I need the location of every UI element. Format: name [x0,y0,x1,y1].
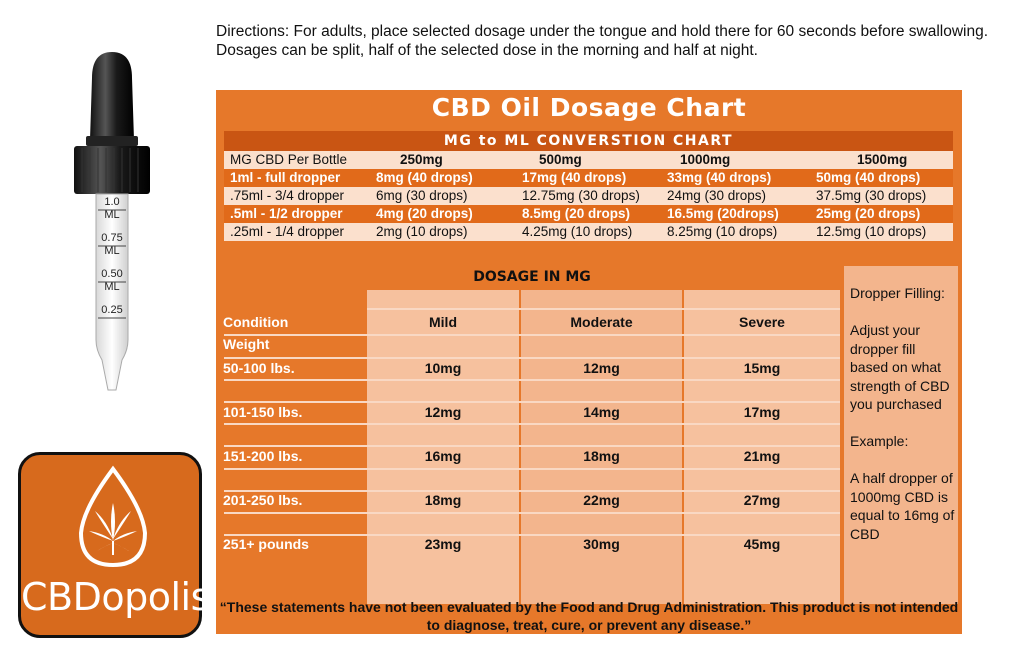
conversion-cell: 6mg (30 drops) [376,188,468,203]
conversion-cell: 33mg (40 drops) [667,170,772,185]
conversion-header-label: MG CBD Per Bottle [230,152,348,167]
conversion-row [224,187,953,205]
side-note-text: Dropper Filling: Adjust your dropper fill based on what strength of CBD you purchased Example: A half dropper of 1000mg CBD is equal to 16mg of CBD [850,285,955,542]
dose-value: 45mg [743,536,781,552]
dose-value: 30mg [583,536,620,552]
conversion-row [224,223,953,241]
dose-value: 17mg [743,404,781,420]
conversion-row-label: .75ml - 3/4 dropper [230,188,345,203]
row-divider [224,512,840,514]
weight-label: Weight [223,336,270,352]
conversion-cell: 4.25mg (10 drops) [522,224,633,239]
dose-value: 12mg [583,360,620,376]
weight-row-label: 251+ pounds [223,536,309,552]
row-divider [224,423,840,425]
conversion-col: 250mg [400,152,443,167]
weight-row-label: 151-200 lbs. [223,448,303,464]
conversion-header-row [224,151,953,169]
conversion-row-label: .25ml - 1/4 dropper [230,224,345,239]
conversion-row [224,169,953,187]
dose-value: 21mg [743,448,781,464]
chart-title: CBD Oil Dosage Chart [431,93,747,122]
dropper-illustration [60,50,180,410]
column-bg [521,290,682,604]
level-label: Moderate [570,314,633,330]
conversion-heading: MG to ML CONVERSTION CHART [224,131,953,151]
dropper-mark: ML [104,245,120,257]
dose-value: 10mg [424,360,462,376]
conversion-cell: 37.5mg (30 drops) [816,188,927,203]
condition-label: Condition [223,314,289,330]
conversion-row-label: .5ml - 1/2 dropper [230,206,343,221]
dropper-mark: ML [104,209,120,221]
fda-disclaimer: “These statements have not been evaluated by the Food and Drug Administration. This product is not intended to diagnose, treat, cure, or prevent any disease.” [219,599,959,633]
dropper-mark: 0.50 [101,268,123,280]
row-divider [224,357,840,359]
conversion-cell: 2mg (10 drops) [376,224,468,239]
cannabis-drop-icon [73,465,153,571]
dose-value: 18mg [583,448,620,464]
row-divider [224,379,840,381]
directions-text: Directions: For adults, place selected dosage under the tongue and hold there for 60 seconds before swallowing. Dosages can be split, half of the selected dose in the morning and half at night. [216,23,989,59]
dose-value: 14mg [583,404,620,420]
conversion-cell: 50mg (40 drops) [816,170,921,185]
conversion-table [224,131,953,241]
conversion-col: 1500mg [857,152,908,167]
dose-value: 23mg [424,536,462,552]
dose-value: 16mg [424,448,462,464]
conversion-cell: 12.5mg (10 drops) [816,224,927,239]
row-divider [367,308,840,310]
row-divider [224,445,840,447]
dosage-chart-panel [216,90,962,634]
column-bg [684,290,840,604]
dose-value: 27mg [743,492,781,508]
conversion-row-label: 1ml - full dropper [230,170,341,185]
conversion-cell: 4mg (20 drops) [376,206,473,221]
conversion-row [224,205,953,223]
weight-row-label: 50-100 lbs. [223,360,295,376]
logo-text: CBDopolis [21,575,210,619]
dose-value: 22mg [583,492,620,508]
conversion-cell: 17mg (40 drops) [522,170,627,185]
level-label: Mild [429,314,457,330]
conversion-col: 500mg [539,152,582,167]
conversion-cell: 8mg (40 drops) [376,170,473,185]
column-bg [367,290,519,604]
conversion-cell: 25mg (20 drops) [816,206,921,221]
conversion-cell: 24mg (30 drops) [667,188,767,203]
cbdopolis-logo [18,452,210,638]
dose-value: 12mg [424,404,462,420]
row-divider [224,468,840,470]
dose-value: 18mg [424,492,462,508]
conversion-cell: 8.5mg (20 drops) [522,206,631,221]
weight-row-label: 101-150 lbs. [223,404,303,420]
dosage-heading: DOSAGE IN MG [473,269,591,285]
dose-value: 15mg [743,360,781,376]
conversion-cell: 8.25mg (10 drops) [667,224,778,239]
conversion-cell: 16.5mg (20drops) [667,206,779,221]
weight-row-label: 201-250 lbs. [223,492,303,508]
dropper-mark: 0.25 [101,304,123,316]
conversion-cell: 12.75mg (30 drops) [522,188,640,203]
level-label: Severe [739,314,785,330]
dropper-mark: 1.0 [104,196,120,208]
dropper-mark: ML [104,281,120,293]
dropper-mark: 0.75 [101,232,123,244]
conversion-col: 1000mg [680,152,731,167]
dropper-filling-note [844,266,958,604]
row-divider [224,401,840,403]
